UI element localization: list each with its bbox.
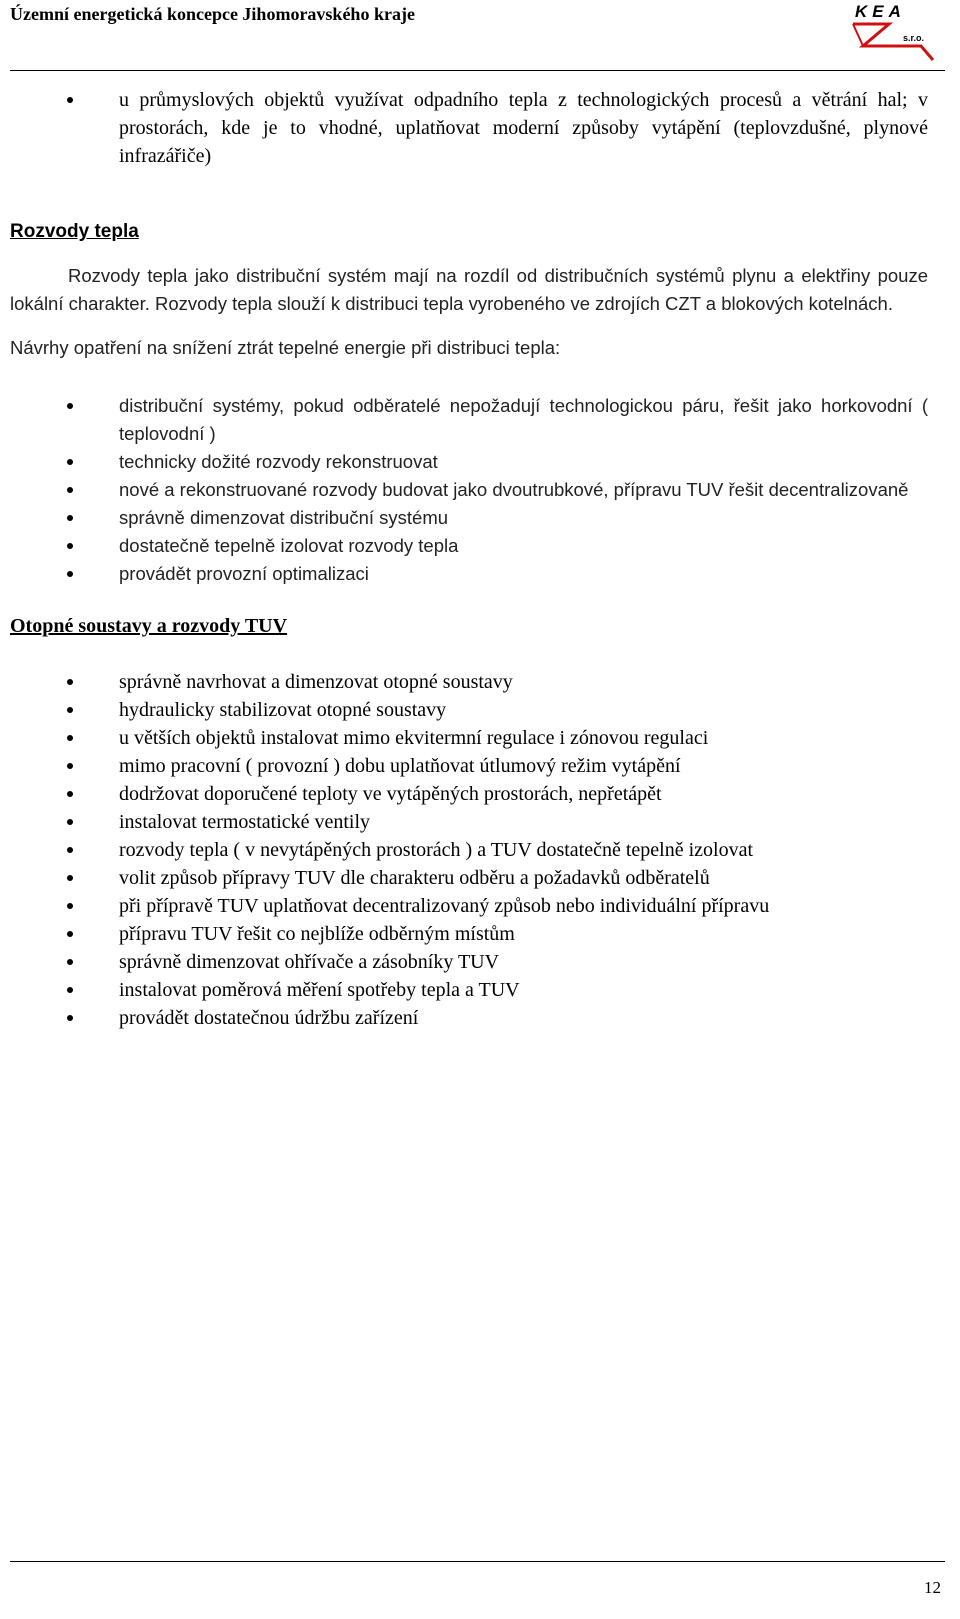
bullet-icon: [67, 735, 73, 741]
bullet-icon: [67, 571, 73, 577]
kea-logo: [849, 2, 939, 66]
bullet-icon: [67, 875, 73, 881]
document-title: Územní energetická koncepce Jihomoravského kraje: [10, 4, 415, 24]
bullet-icon: [67, 791, 73, 797]
list-item: přípravu TUV řešit co nejblíže odběrným místům: [10, 920, 928, 948]
bullet-icon: [67, 679, 73, 685]
list-item: hydraulicky stabilizovat otopné soustavy: [10, 696, 928, 724]
bullet-icon: [67, 97, 73, 103]
list-item: volit způsob přípravy TUV dle charakteru odběru a požadavků odběratelů: [10, 864, 928, 892]
bullet-icon: [67, 1015, 73, 1021]
list-item: provádět provozní optimalizaci: [10, 560, 928, 588]
section-heading-rozvody: Rozvody tepla: [10, 221, 139, 242]
bullet-icon: [67, 847, 73, 853]
logo-text: KEA: [855, 2, 906, 21]
section-heading-otopne: Otopné soustavy a rozvody TUV: [10, 615, 288, 637]
bullet-icon: [67, 903, 73, 909]
list-item: dodržovat doporučené teploty ve vytápěných prostorách, nepřetápět: [10, 780, 928, 808]
logo-graphic-icon: [849, 2, 939, 66]
bullet-icon: [67, 487, 73, 493]
page-footer: [10, 1561, 945, 1597]
bullet-icon: [67, 987, 73, 993]
bullet-icon: [67, 459, 73, 465]
list-item: technicky dožité rozvody rekonstruovat: [10, 448, 928, 476]
bullet-icon: [67, 543, 73, 549]
section-lead: Návrhy opatření na snížení ztrát tepelné energie při distribuci tepla:: [10, 337, 561, 358]
list-item: u větších objektů instalovat mimo ekvitermní regulace i zónovou regulaci: [10, 724, 928, 752]
list-item: správně navrhovat a dimenzovat otopné soustavy: [10, 668, 928, 696]
logo-subtext: s.r.o.: [903, 33, 925, 43]
list-item: správně dimenzovat distribuční systému: [10, 504, 928, 532]
list-item: u průmyslových objektů využívat odpadního tepla z technologických procesů a větrání hal; v prostorách, kde je to vhodné, uplatňovat moderní způsoby vytápění (teplovzdušné, plynové infrazářiče): [10, 86, 928, 170]
bullet-icon: [67, 403, 73, 409]
intro-bullet-list: [10, 86, 928, 170]
bullet-icon: [67, 707, 73, 713]
list-item: provádět dostatečnou údržbu zařízení: [10, 1004, 928, 1032]
list-item: mimo pracovní ( provozní ) dobu uplatňovat útlumový režim vytápění: [10, 752, 928, 780]
list-item: distribuční systémy, pokud odběratelé nepožadují technologickou páru, řešit jako horkovodní ( teplovodní ): [10, 392, 928, 448]
list-item: správně dimenzovat ohřívače a zásobníky TUV: [10, 948, 928, 976]
bullet-icon: [67, 763, 73, 769]
bullet-icon: [67, 819, 73, 825]
list-item: instalovat poměrová měření spotřeby tepla a TUV: [10, 976, 928, 1004]
bullet-icon: [67, 959, 73, 965]
section-paragraph: Rozvody tepla jako distribuční systém mají na rozdíl od distribučních systémů plynu a elektřiny pouze lokální charakter. Rozvody tepla slouží k distribuci tepla vyrobeného ve zdrojích CZT a blokových kotelnách.: [10, 265, 928, 314]
list-item: nové a rekonstruované rozvody budovat jako dvoutrubkové, přípravu TUV řešit decentralizovaně: [10, 476, 928, 504]
bullet-icon: [67, 931, 73, 937]
list-item: rozvody tepla ( v nevytápěných prostorách ) a TUV dostatečně tepelně izolovat: [10, 836, 928, 864]
list-item: při přípravě TUV uplatňovat decentralizovaný způsob nebo individuální přípravu: [10, 892, 928, 920]
bullet-icon: [67, 515, 73, 521]
distribution-bullet-list: [10, 392, 928, 588]
page-header: [10, 0, 945, 71]
list-item: instalovat termostatické ventily: [10, 808, 928, 836]
list-item: dostatečně tepelně izolovat rozvody tepla: [10, 532, 928, 560]
page-content: [10, 86, 928, 1032]
heating-bullet-list: [10, 668, 928, 1032]
page-number: 12: [924, 1578, 941, 1597]
